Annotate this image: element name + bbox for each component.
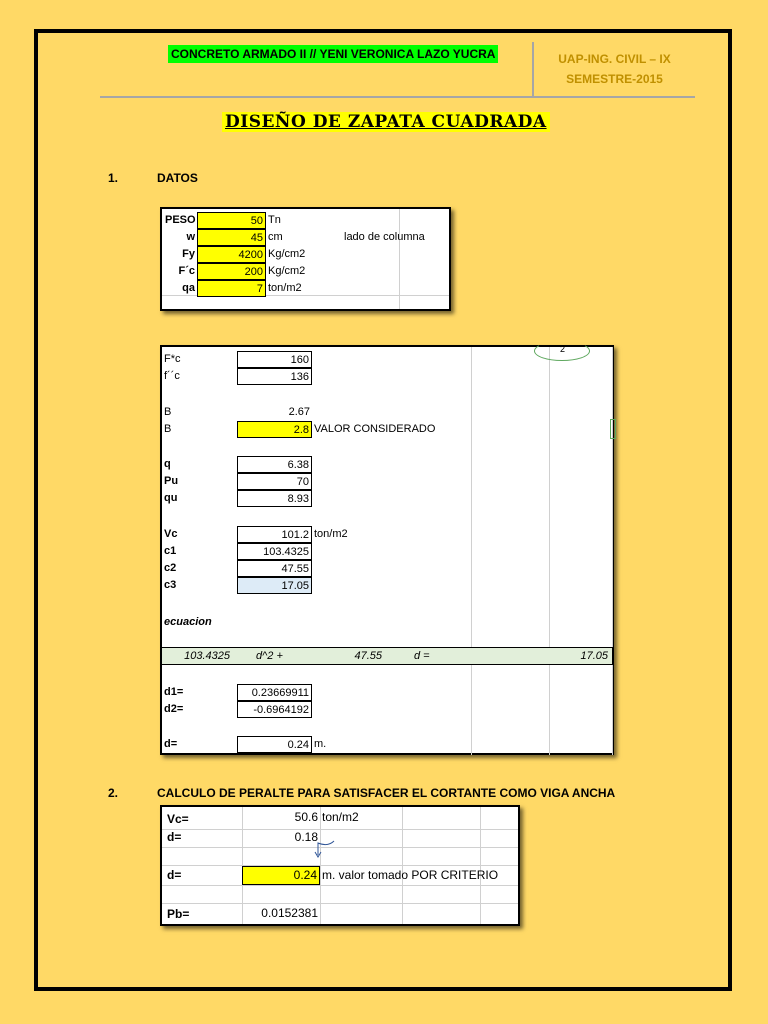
calc-value-vc: 101.2 bbox=[237, 526, 312, 543]
calc-note-b2: VALOR CONSIDERADO bbox=[314, 423, 436, 435]
cell-cursor-marker bbox=[610, 419, 616, 439]
equation-term-d2: d^2 + bbox=[256, 650, 283, 662]
viga-label-d: d= bbox=[167, 830, 182, 844]
calc-value-d2: -0.6964192 bbox=[237, 701, 312, 718]
calc-value-fc-star: 160 bbox=[237, 351, 312, 368]
equation-coef-a: 103.4325 bbox=[184, 650, 230, 662]
datos-unit-fy: Kg/cm2 bbox=[268, 248, 306, 260]
datos-value-qa: 7 bbox=[197, 280, 266, 297]
calc-label-d1: d1= bbox=[164, 686, 184, 698]
datos-value-fy: 4200 bbox=[197, 246, 266, 263]
calc-label-c3: c3 bbox=[164, 579, 177, 591]
viga-ancha-sheet bbox=[160, 805, 520, 926]
viga-value-pb: 0.0152381 bbox=[261, 906, 318, 920]
calc-label-c1: c1 bbox=[164, 545, 177, 557]
calc-value-d: 0.24 bbox=[237, 736, 312, 753]
viga-value-vc: 50.6 bbox=[294, 810, 318, 824]
datos-unit-w: cm bbox=[268, 231, 283, 243]
datos-label-peso: PESO bbox=[165, 214, 196, 226]
calc-label-c2: c2 bbox=[164, 562, 177, 574]
viga-label-d2: d= bbox=[167, 868, 182, 882]
calc-value-b1: 2.67 bbox=[288, 406, 310, 418]
datos-value-fc: 200 bbox=[197, 263, 266, 280]
header-course-author: CONCRETO ARMADO II // YENI VERONICA LAZO YUCRA bbox=[168, 45, 498, 63]
viga-label-vc: Vc= bbox=[167, 812, 189, 826]
calc-value-d1: 0.23669911 bbox=[237, 684, 312, 701]
calc-label-pu: Pu bbox=[164, 475, 179, 487]
datos-value-w: 45 bbox=[197, 229, 266, 246]
calc-value-c3: 17.05 bbox=[237, 577, 312, 594]
section-2-number: 2. bbox=[108, 786, 119, 800]
calc-label-ecuacion: ecuacion bbox=[164, 616, 212, 628]
calculation-sheet bbox=[160, 345, 614, 755]
datos-table bbox=[160, 207, 451, 311]
equation-coef-b: 47.55 bbox=[354, 650, 382, 662]
section-1-number: 1. bbox=[108, 171, 119, 185]
viga-unit-vc: ton/m2 bbox=[322, 810, 359, 824]
calc-label-b2: B bbox=[164, 423, 172, 435]
datos-label-fy: Fy bbox=[182, 248, 195, 260]
calc-unit-d: m. bbox=[314, 738, 327, 750]
calc-value-b2: 2.8 bbox=[237, 421, 312, 438]
datos-label-fc: F´c bbox=[178, 265, 195, 277]
header-separator bbox=[532, 42, 534, 98]
calc-label-d: d= bbox=[164, 738, 178, 750]
header-university: UAP-ING. CIVIL – IX bbox=[558, 52, 671, 66]
viga-label-pb: Pb= bbox=[167, 907, 190, 921]
equation-row bbox=[162, 647, 612, 665]
calc-label-q: q bbox=[164, 458, 171, 470]
calc-value-q: 6.38 bbox=[237, 456, 312, 473]
section-2-title: CALCULO DE PERALTE PARA SATISFACER EL CORTANTE COMO VIGA ANCHA bbox=[157, 786, 616, 800]
calc-value-pu: 70 bbox=[237, 473, 312, 490]
datos-unit-peso: Tn bbox=[268, 214, 281, 226]
header-rule bbox=[100, 96, 695, 98]
viga-value-d2: 0.24 bbox=[242, 866, 320, 885]
calc-label-fc-dbl: f´´c bbox=[164, 370, 180, 382]
calc-unit-vc: ton/m2 bbox=[314, 528, 348, 540]
header-semester: SEMESTRE-2015 bbox=[566, 72, 663, 86]
calc-value-fc-dbl: 136 bbox=[237, 368, 312, 385]
datos-unit-fc: Kg/cm2 bbox=[268, 265, 306, 277]
datos-note-w: lado de columna bbox=[344, 231, 425, 243]
calc-label-fc-star: F*c bbox=[164, 353, 181, 365]
blue-arrow-annotation bbox=[310, 837, 338, 861]
datos-label-w: w bbox=[186, 231, 195, 243]
viga-value-d: 0.18 bbox=[294, 830, 318, 844]
datos-value-peso: 50 bbox=[197, 212, 266, 229]
equation-term-d: d = bbox=[414, 650, 430, 662]
calc-value-qu: 8.93 bbox=[237, 490, 312, 507]
viga-note-d2: m. valor tomado POR CRITERIO bbox=[322, 868, 499, 882]
datos-unit-qa: ton/m2 bbox=[268, 282, 302, 294]
equation-const: 17.05 bbox=[580, 650, 608, 662]
page-title: DISEÑO DE ZAPATA CUADRADA bbox=[222, 112, 550, 132]
calc-label-qu: qu bbox=[164, 492, 178, 504]
calc-label-b1: B bbox=[164, 406, 172, 418]
calc-value-c1: 103.4325 bbox=[237, 543, 312, 560]
calc-label-d2: d2= bbox=[164, 703, 184, 715]
calc-label-vc: Vc bbox=[164, 528, 178, 540]
section-1-title: DATOS bbox=[157, 171, 198, 185]
annotation-glyph: 2 bbox=[560, 344, 566, 354]
datos-label-qa: qa bbox=[182, 282, 195, 294]
calc-value-c2: 47.55 bbox=[237, 560, 312, 577]
